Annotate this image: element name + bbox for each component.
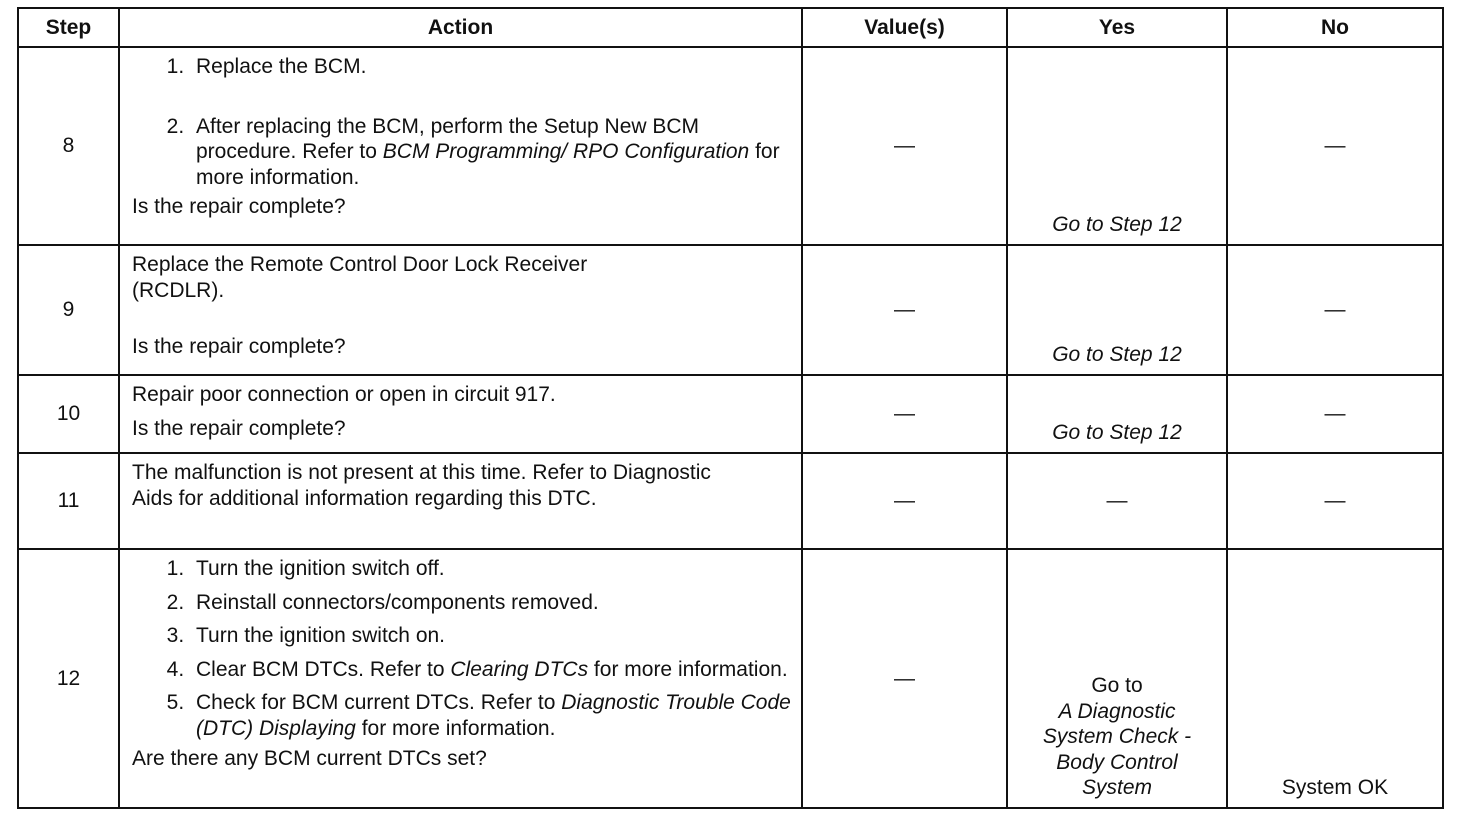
table-row bbox=[18, 245, 1443, 375]
no-action: — bbox=[1227, 245, 1443, 375]
header-action: Action bbox=[119, 8, 802, 47]
action-list bbox=[132, 54, 791, 190]
step-number: 11 bbox=[18, 453, 119, 549]
no-action: — bbox=[1227, 375, 1443, 453]
yes-action: Go to Step 12 bbox=[1007, 245, 1227, 375]
question-text: Is the repair complete? bbox=[132, 416, 346, 440]
question-text: Is the repair complete? bbox=[132, 195, 346, 219]
action-text: Repair poor connection or open in circuit 917. bbox=[132, 383, 556, 406]
action-text: Replace the Remote Control Door Lock Receiver (RCDLR). bbox=[132, 253, 588, 302]
list-item: 5. Check for BCM current DTCs. Refer to Diagnostic Trouble Code (DTC) Displaying for more information. bbox=[190, 690, 791, 741]
no-action: — bbox=[1227, 453, 1443, 549]
list-item: 4. Clear BCM DTCs. Refer to Clearing DTCs for more information. bbox=[190, 657, 791, 683]
action-cell bbox=[119, 47, 802, 245]
reference-link: Diagnostic Trouble Code (DTC) Displaying bbox=[196, 691, 791, 741]
action-text: The malfunction is not present at this time. Refer to Diagnostic Aids for additional information regarding this DTC. bbox=[132, 461, 711, 510]
step-number: 9 bbox=[18, 245, 119, 375]
action-cell bbox=[119, 245, 802, 375]
yes-action: — bbox=[1007, 453, 1227, 549]
action-cell bbox=[119, 453, 802, 549]
reference-link: BCM Programming/ RPO Configuration bbox=[382, 140, 750, 164]
table-row bbox=[18, 549, 1443, 808]
question-text: Are there any BCM current DTCs set? bbox=[132, 746, 487, 770]
list-item: 2. Reinstall connectors/components removed. bbox=[190, 590, 791, 616]
table-row bbox=[18, 375, 1443, 453]
header-yes: Yes bbox=[1007, 8, 1227, 47]
step-number: 8 bbox=[18, 47, 119, 245]
list-item: 1. Turn the ignition switch off. bbox=[190, 556, 791, 582]
header-no: No bbox=[1227, 8, 1443, 47]
value-cell: — bbox=[802, 549, 1007, 808]
yes-reference: A Diagnostic System Check - Body Control System bbox=[1042, 699, 1192, 800]
action-cell bbox=[119, 375, 802, 453]
value-cell: — bbox=[802, 375, 1007, 453]
no-action: System OK bbox=[1227, 549, 1443, 808]
yes-action: Go to Step 12 bbox=[1007, 47, 1227, 245]
diagnostic-table bbox=[17, 7, 1444, 809]
list-item: 1. Replace the BCM. bbox=[190, 54, 791, 80]
value-cell: — bbox=[802, 47, 1007, 245]
list-item: 3. Turn the ignition switch on. bbox=[190, 623, 791, 649]
reference-link: Clearing DTCs bbox=[450, 657, 589, 681]
yes-action bbox=[1007, 549, 1227, 808]
no-action: — bbox=[1227, 47, 1443, 245]
step-number: 12 bbox=[18, 549, 119, 808]
question-text: Is the repair complete? bbox=[132, 335, 346, 358]
table-row bbox=[18, 47, 1443, 245]
action-cell bbox=[119, 549, 802, 808]
yes-action: Go to Step 12 bbox=[1007, 375, 1227, 453]
value-cell: — bbox=[802, 453, 1007, 549]
value-cell: — bbox=[802, 245, 1007, 375]
action-list bbox=[132, 556, 791, 742]
yes-prefix: Go to bbox=[1091, 673, 1143, 697]
header-row bbox=[18, 8, 1443, 47]
list-item: 2. After replacing the BCM, perform the Setup New BCM procedure. Refer to BCM Programming/ RPO Configuration for more information. bbox=[190, 114, 791, 191]
step-number: 10 bbox=[18, 375, 119, 453]
header-values: Value(s) bbox=[802, 8, 1007, 47]
table-row bbox=[18, 453, 1443, 549]
header-step: Step bbox=[18, 8, 119, 47]
